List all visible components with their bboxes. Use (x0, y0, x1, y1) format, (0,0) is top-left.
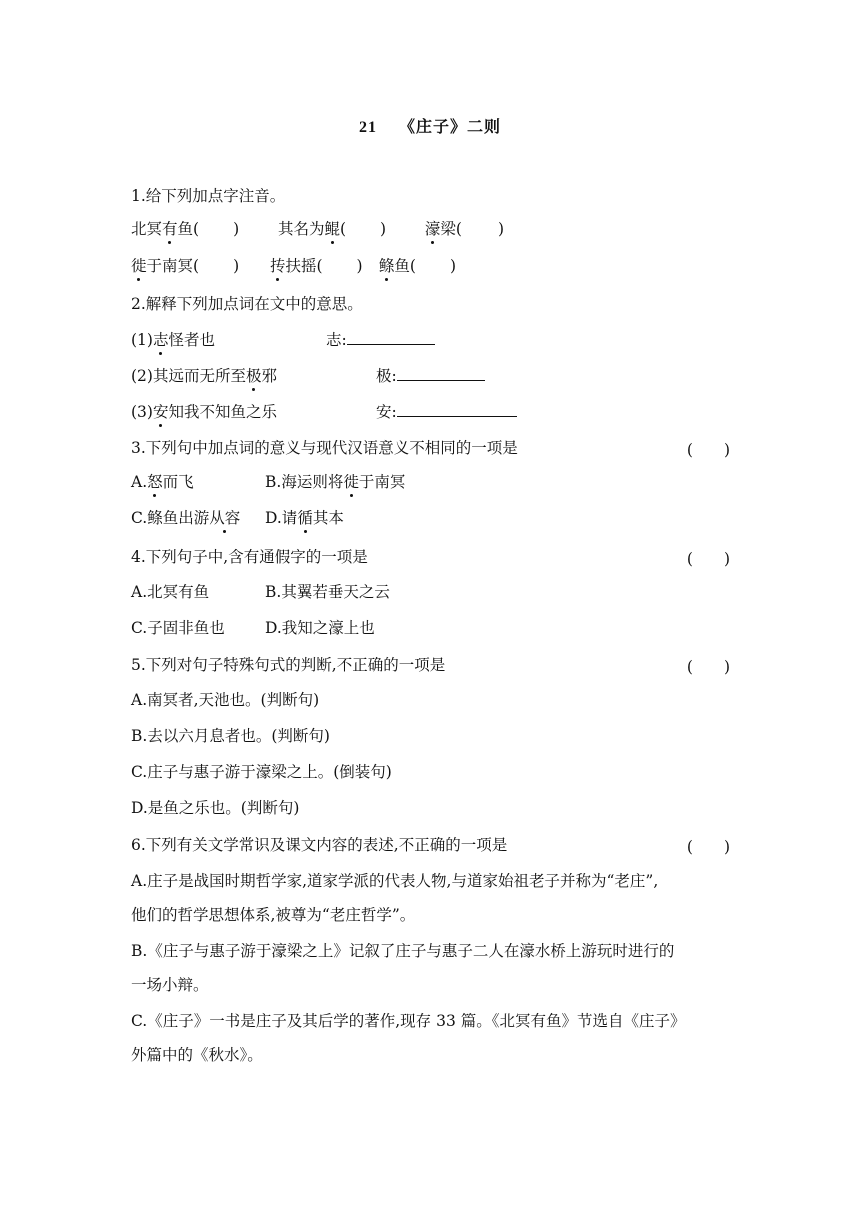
option-c[interactable]: C.子固非鱼也 (131, 619, 225, 637)
option-d[interactable]: D.是鱼之乐也。(判断句) (131, 799, 300, 817)
answer-paren[interactable]: ( ) (686, 441, 730, 459)
q1-item: 徙于南冥( ) (131, 257, 240, 275)
q5-stem: 5.下列对句子特殊句式的判断,不正确的一项是 (131, 656, 446, 674)
option-a[interactable]: A.北冥有鱼 (131, 583, 210, 601)
option-d[interactable]: D.我知之濠上也 (265, 619, 375, 637)
q4-stem: 4.下列句子中,含有通假字的一项是 (131, 548, 368, 566)
answer-paren[interactable]: ( ) (686, 550, 730, 568)
option-c[interactable]: C.庄子与惠子游于濠梁之上。(倒装句) (131, 763, 392, 781)
q1-stem: 1.给下列加点字注音。 (131, 187, 286, 205)
q2-stem: 2.解释下列加点词在文中的意思。 (131, 295, 363, 313)
q2-item: (3)安知我不知鱼之乐 安: (131, 400, 517, 422)
answer-paren[interactable]: ( ) (686, 838, 730, 856)
option-d[interactable]: D.请循其本 (265, 509, 344, 527)
q4-options-row (131, 582, 390, 602)
q1-item: 其名为鲲( ) (277, 220, 387, 238)
q6-stem: 6.下列有关文学常识及课文内容的表述,不正确的一项是 (131, 836, 508, 854)
option-b[interactable]: B.海运则将徙于南冥 (265, 473, 406, 491)
option-a[interactable]: A.庄子是战国时期哲学家,道家学派的代表人物,与道家始祖老子并称为“老庄”, (131, 872, 659, 890)
option-c-cont: 外篇中的《秋水》。 (131, 1046, 263, 1064)
option-b[interactable]: B.去以六月息者也。(判断句) (131, 727, 330, 745)
q2-item: (1)志怪者也 志: (131, 328, 435, 350)
q1-item: 北冥有鱼( ) (131, 220, 240, 238)
page-title (0, 114, 860, 137)
option-b[interactable]: B.《庄子与惠子游于濠梁之上》记叙了庄子与惠子二人在濠水桥上游玩时进行的 (131, 942, 675, 960)
q1-row1 (131, 219, 504, 239)
option-b[interactable]: B.其翼若垂天之云 (265, 583, 390, 601)
option-a-cont: 他们的哲学思想体系,被尊为“老庄哲学”。 (131, 906, 416, 924)
q1-item: 抟扶摇( ) (269, 257, 363, 275)
answer-blank[interactable] (397, 400, 517, 417)
answer-blank[interactable] (397, 364, 485, 381)
option-a[interactable]: A.南冥者,天池也。(判断句) (131, 691, 320, 709)
lesson-title: 《庄子》二则 (398, 117, 501, 136)
q3-stem: 3.下列句中加点词的意义与现代汉语意义不相同的一项是 (131, 439, 518, 457)
lesson-number: 21 (358, 119, 377, 136)
option-c[interactable]: C.鲦鱼出游从容 (131, 509, 241, 527)
q3-options-row (131, 508, 344, 528)
option-b-cont: 一场小辩。 (131, 976, 209, 994)
answer-paren[interactable]: ( ) (686, 658, 730, 676)
q2-item: (2)其远而无所至极邪 极: (131, 364, 485, 386)
q1-row2 (131, 256, 456, 276)
option-c[interactable]: C.《庄子》一书是庄子及其后学的著作,现存 33 篇。《北冥有鱼》节选自《庄子》 (131, 1012, 686, 1030)
q1-item: 鲦鱼( ) (378, 257, 457, 275)
option-a[interactable]: A.怒而飞 (131, 473, 194, 491)
answer-blank[interactable] (347, 328, 435, 345)
q4-options-row (131, 618, 375, 638)
q1-item: 濠梁( ) (424, 220, 505, 238)
q3-options-row (131, 472, 405, 492)
